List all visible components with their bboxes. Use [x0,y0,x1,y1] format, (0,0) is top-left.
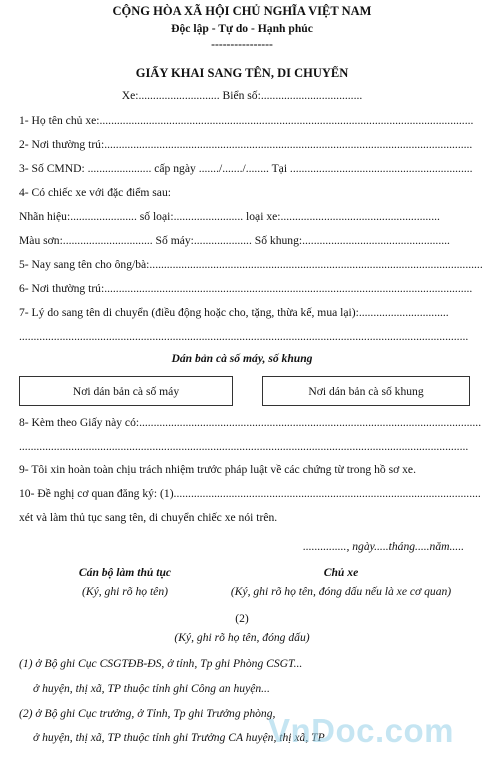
motto: Độc lập - Tự do - Hạnh phúc [171,22,313,35]
agency-signature-note: (Ký, ghi rõ họ tên, đóng dấu) [174,631,310,644]
paste-section-heading: Dán bản cà số máy, số khung [171,352,313,365]
id-card-line: 3- Số CMND: ...................... cấp ngày ......./......./........ Tại ............................................................... [19,162,473,175]
registration-request-continuation: xét và làm thủ tục sang tên, di chuyển chiếc xe nói trên. [19,511,278,524]
footnote-2a: (2) ở Bộ ghi Cục trưởng, ở Tỉnh, Tp ghi Trưởng phòng, [19,707,276,720]
vndoc-watermark-logo: VnDoc.com [267,712,454,749]
new-owner-line: 5- Nay sang tên cho ông/bà:................................................................................................................... [19,258,483,271]
country-heading: CỘNG HÒA XÃ HỘI CHỦ NGHĨA VIỆT NAM [112,4,372,18]
attachments-line: 8- Kèm theo Giấy này có:...................................................................................................................... [19,416,482,429]
transfer-reason-line: 7- Lý do sang tên di chuyển (điều động hoặc cho, tặng, thừa kế, mua lại):............................... [19,306,449,319]
attachments-continuation: ........................................................................................................................................................... [19,440,469,453]
vehicle-plate-line: Xe:............................ Biển số:................................... [121,89,363,102]
registration-agency-line: 10- Đề nghị cơ quan đăng ký: (1).......................................................................................................... [19,487,481,500]
residence-line: 2- Nơi thường trú:............................................................................................................................... [19,138,473,151]
footnote-2b: ở huyện, thị xã, TP thuộc tỉnh ghi Trưởng CA huyện, thị xã, TP [33,731,325,744]
color-engine-frame-line: Màu sơn:............................... Số máy:.................... Số khung:................................................... [19,234,450,247]
form-title: GIẤY KHAI SANG TÊN, DI CHUYỂN [135,66,349,80]
motto-divider: ---------------- [211,38,273,51]
brand-model-line: Nhãn hiệu:....................... số loại:........................ loại xe:....................................................... [19,210,440,223]
engine-number-paste-box: Nơi dán bản cà số máy [19,376,233,406]
officer-note: (Ký, ghi rõ họ tên) [82,585,168,598]
new-residence-line: 6- Nơi thường trú:............................................................................................................................... [19,282,473,295]
footnote-1a: (1) ở Bộ ghi Cục CSGTĐB-ĐS, ở tỉnh, Tp ghi Phòng CSGT... [19,657,303,670]
date-line: ..............., ngày.....tháng.....năm..... [302,540,464,553]
responsibility-statement: 9- Tôi xin hoàn toàn chịu trách nhiệm trước pháp luật về các chứng từ trong hồ sơ xe. [19,463,416,476]
frame-number-paste-box: Nơi dán bản cà số khung [262,376,470,406]
owner-title: Chủ xe [323,566,359,579]
transfer-reason-continuation: ........................................................................................................................................................... [19,330,469,343]
owner-name-line: 1- Họ tên chủ xe:................................................................................................................................. [19,114,474,127]
officer-title: Cán bộ làm thủ tục [78,566,172,579]
owner-note: (Ký, ghi rõ họ tên, đóng dấu nếu là xe cơ quan) [230,585,452,598]
footnote-1b: ở huyện, thị xã, TP thuộc tỉnh ghi Công an huyện... [33,682,270,695]
vehicle-features-line: 4- Có chiếc xe với đặc điểm sau: [19,186,171,199]
agency-signature-number: (2) [235,612,249,625]
